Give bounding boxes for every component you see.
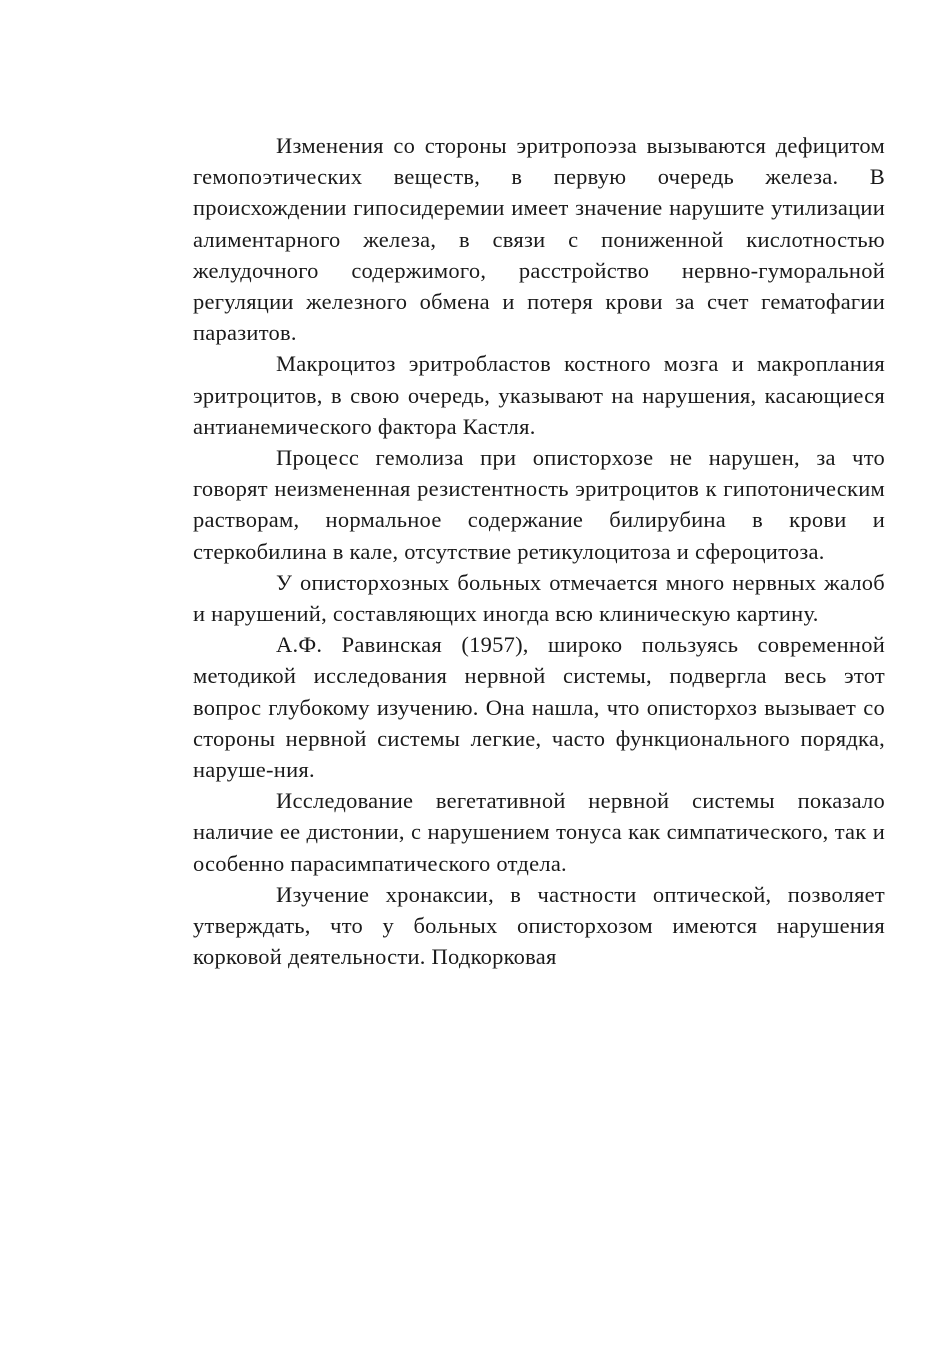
body-text — [193, 130, 885, 972]
paragraph-5: А.Ф. Равинская (1957), широко пользуясь современной методикой исследования нервной системы, подвергла весь этот вопрос глубокому изучению. Она нашла, что описторхоз вызывает со стороны нервной системы легкие, часто функционального порядка, наруше-ния. — [193, 632, 885, 783]
paragraph-6: Исследование вегетативной нервной системы показало наличие ее дистонии, с нарушением тонуса как симпатического, так и особенно парасимпатического отдела. — [193, 788, 885, 876]
paragraph-7: Изучение хронаксии, в частности оптической, позволяет утверждать, что у больных описторхозом имеются нарушения корковой деятельности. Подкорковая — [193, 881, 885, 970]
paragraph-4: У описторхозных больных отмечается много нервных жалоб и нарушений, составляющих иногда всю клиническую картину. — [193, 569, 885, 627]
paragraph-2: Макроцитоз эритробластов костного мозга и макроплания эритроцитов, в свою очередь, указывают на нарушения, касающиеся антианемического фактора Кастля. — [193, 351, 885, 439]
paragraph-1: Изменения со стороны эритропоэза вызываются дефицитом гемопоэтических веществ, в первую очередь железа. В происхождении гипосидеремии имеет значение нарушите утилизации алиментарного железа, в связи с пониженной кислотностью желудочного содержимого, расстройство нервно-гуморальной регуляции железного обмена и потеря крови за счет гематофагии паразитов. — [193, 133, 885, 346]
paragraph-3: Процесс гемолиза при описторхозе не нарушен, за что говорят неизмененная резистентность эритроцитов к гипотоническим растворам, нормальное содержание билирубина в крови и стеркобилина в кале, отсутствие ретикулоцитоза и сфероцитоза. — [193, 445, 885, 564]
